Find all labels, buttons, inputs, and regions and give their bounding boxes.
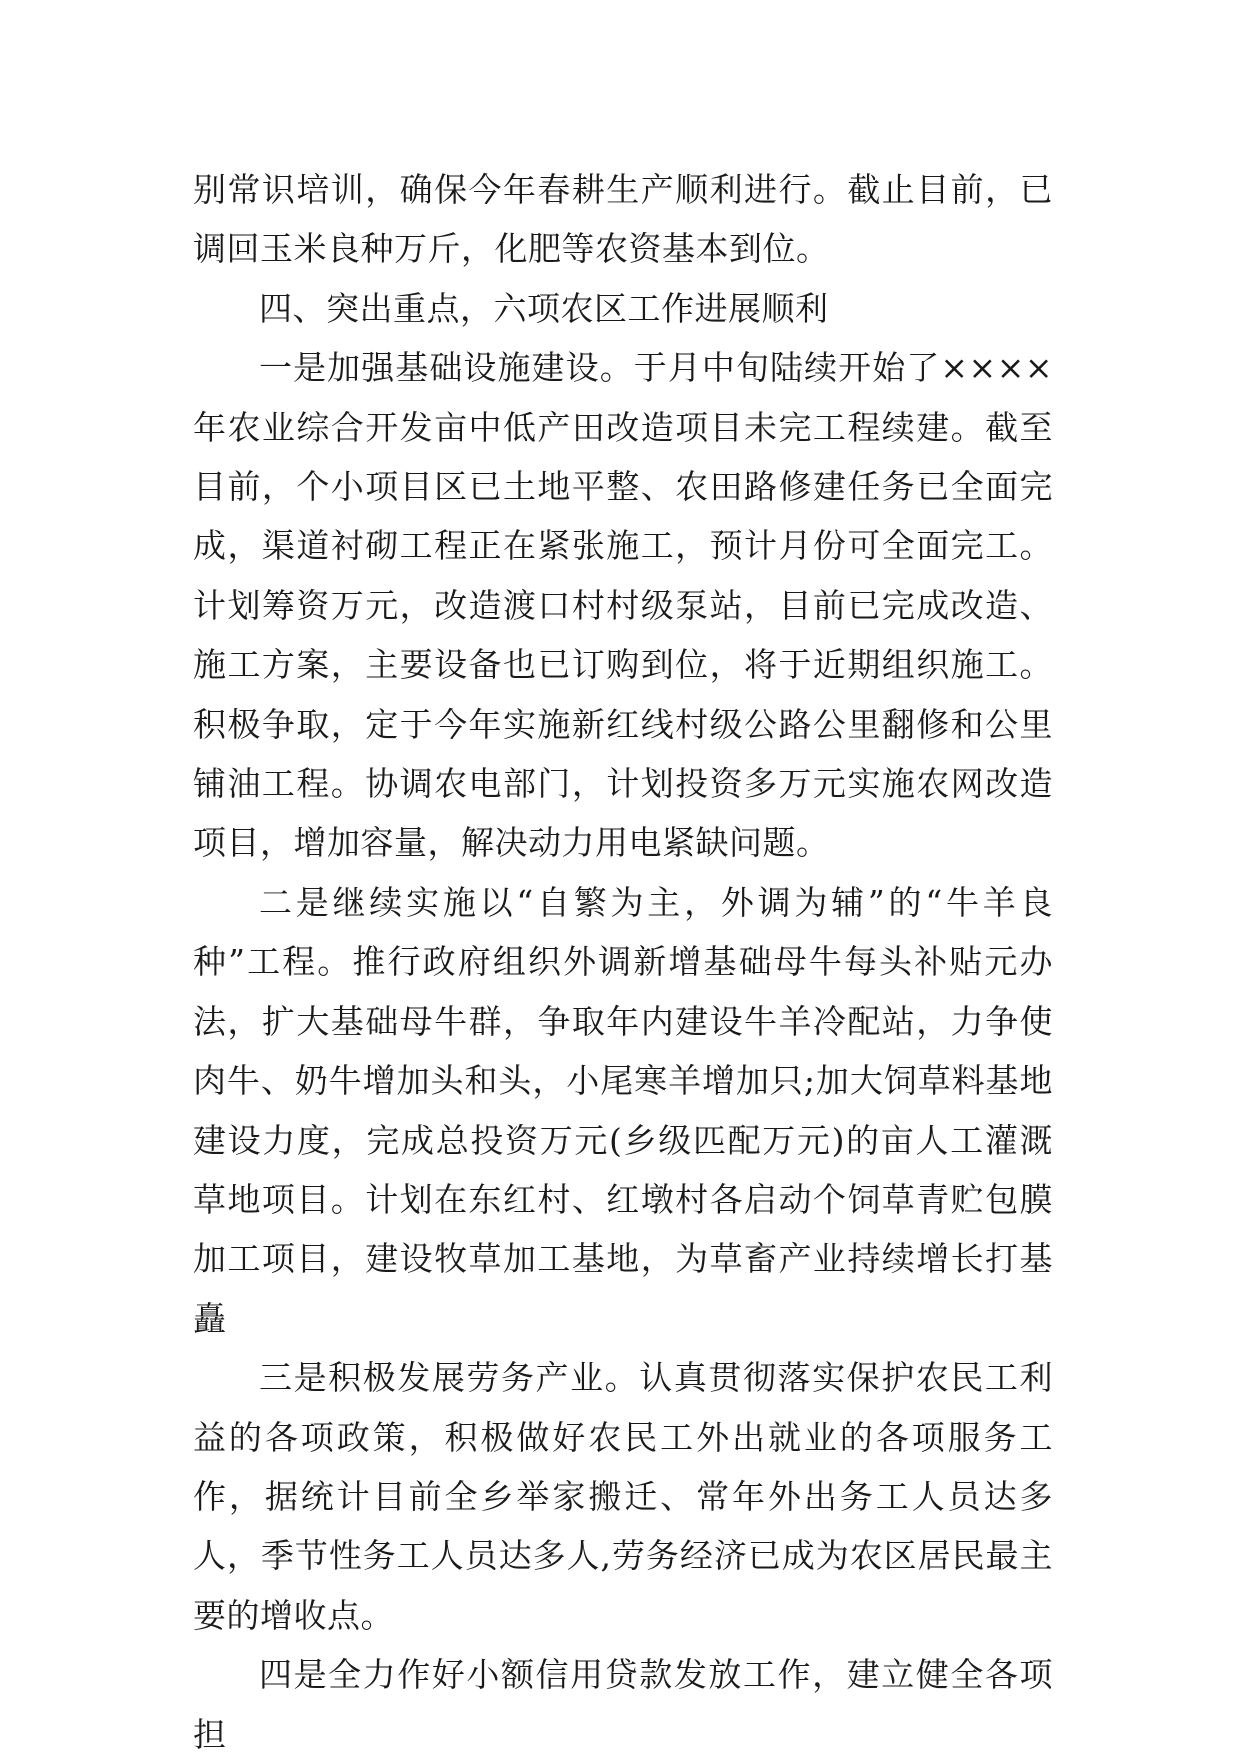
paragraph-livestock: 二是继续实施以“自繁为主，外调为辅”的“牛羊良种”工程。推行政府组织外调新增基础母牛每头补贴元办法，扩大基础母牛群，争取年内建设牛羊冷配站，力争使肉牛、奶牛增加头和头，小尾寒羊增加只;加大饲草料基地建设力度，完成总投资万元(乡级匹配万元)的亩人工灌溉草地项目。计划在东红村、红墩村各启动个饲草青贮包膜加工项目，建设牧草加工基地，为草畜产业持续增长打基矗 (193, 882, 1053, 1338)
paragraph-infrastructure: 一是加强基础设施建设。于月中旬陆续开始了××××年农业综合开发亩中低产田改造项目未完工程续建。截至目前，个小项目区已土地平整、农田路修建任务已全面完成，渠道衬砌工程正在紧张施工，预计月份可全面完工。计划筹资万元，改造渡口村村级泵站，目前已完成改造、施工方案，主要设备也已订购到位，将于近期组织施工。积极争取，定于今年实施新红线村级公路公里翻修和公里铺油工程。协调农电部门，计划投资多万元实施农网改造项目，增加容量，解决动力用电紧缺问题。 (193, 348, 1053, 863)
paragraph-continued: 别常识培训，确保今年春耕生产顺利进行。截止目前，已调回玉米良种万斤，化肥等农资基本到位。 (193, 170, 1053, 269)
document-body (193, 160, 1053, 1764)
paragraph-labor: 三是积极发展劳务产业。认真贯彻落实保护农民工利益的各项政策，积极做好农民工外出就业的各项服务工作，据统计目前全乡举家搬迁、常年外出务工人员达多人，季节性务工人员达多人,劳务经济已成为农区居民最主要的增收点。 (193, 1358, 1053, 1635)
paragraph-microcredit: 四是全力作好小额信用贷款发放工作，建立健全各项担 (193, 1655, 1053, 1754)
section-heading: 四、突出重点，六项农区工作进展顺利 (259, 288, 829, 328)
